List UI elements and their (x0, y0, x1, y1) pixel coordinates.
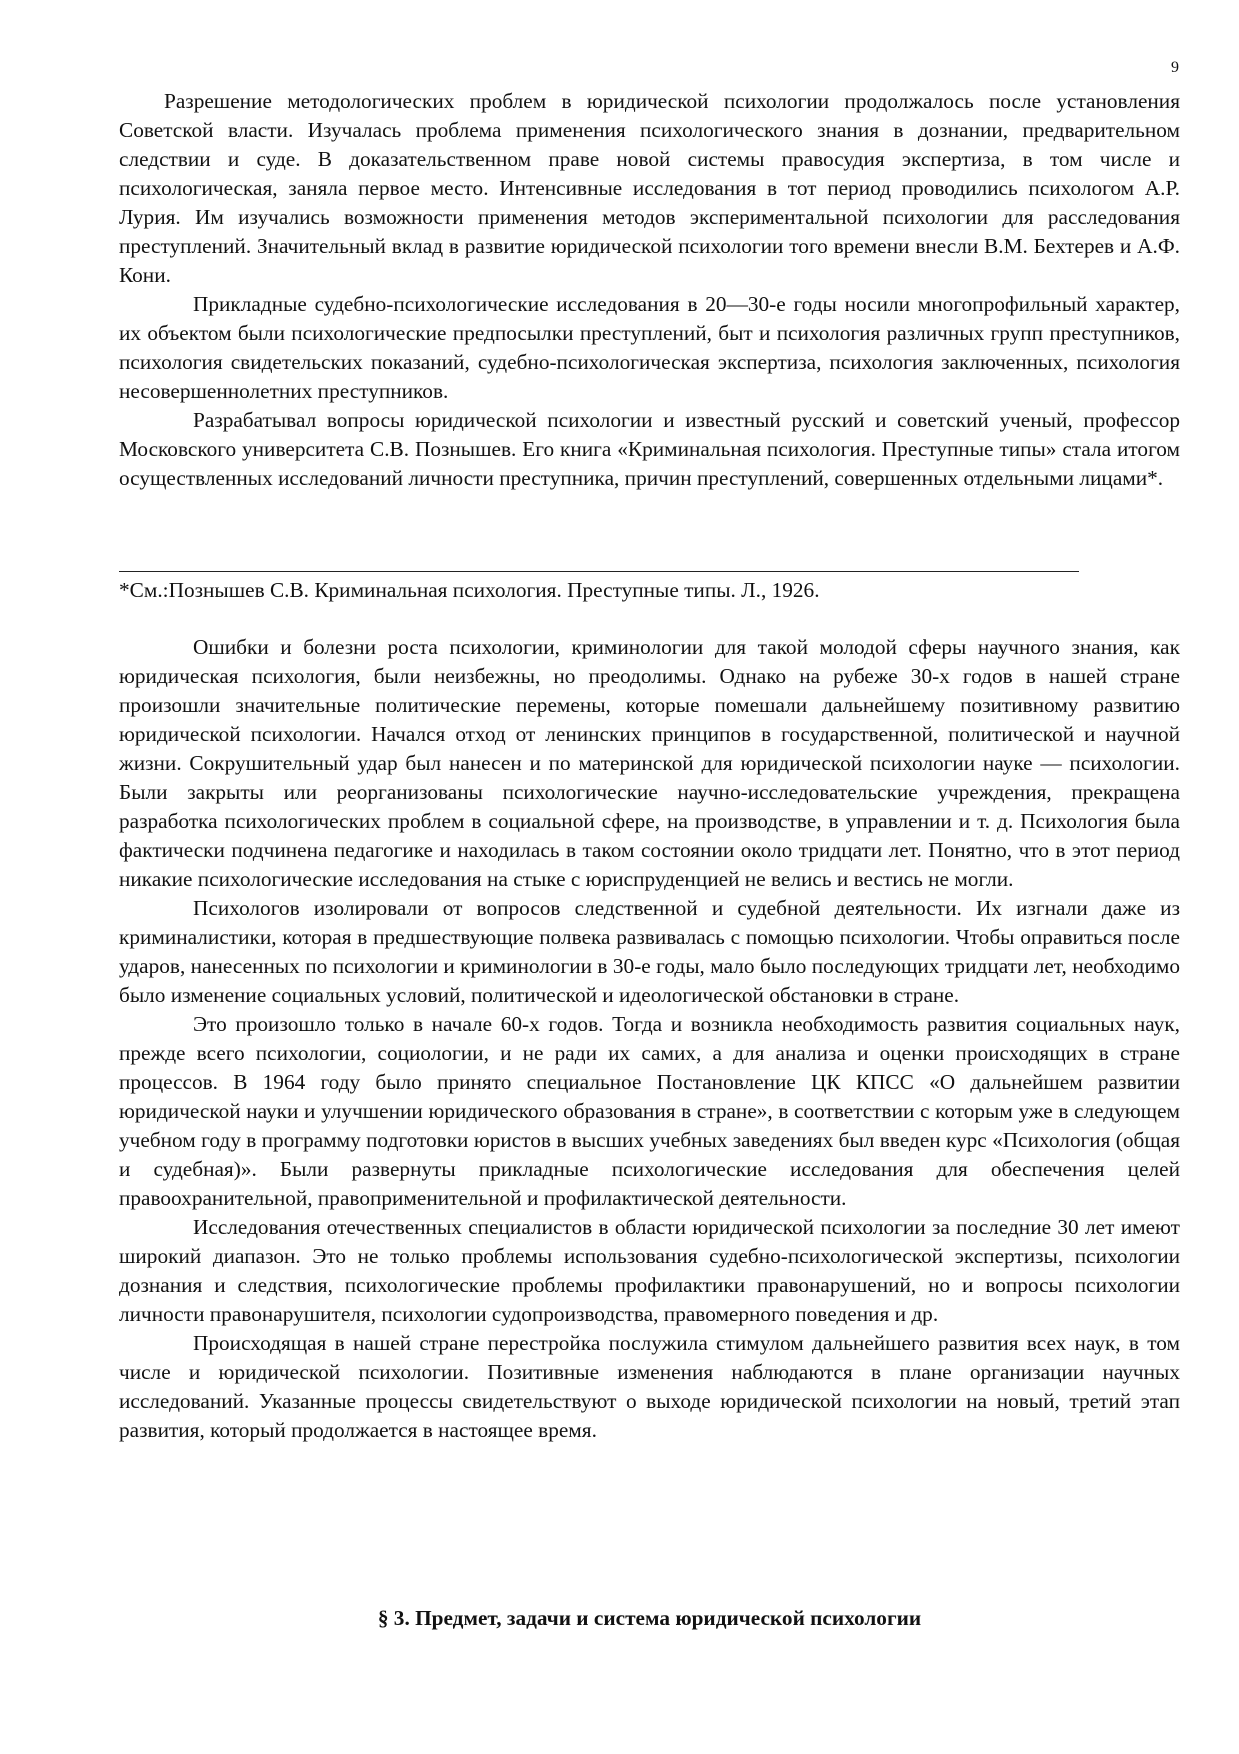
footnote: *См.:Познышев С.В. Криминальная психология. Преступные типы. Л., 1926. (119, 578, 820, 602)
section-heading: § 3. Предмет, задачи и система юридической психологии (377, 1606, 922, 1630)
paragraph: Психологов изолировали от вопросов следственной и судебной деятельности. Их изгнали даже из криминалистики, которая в предшествующие полвека развивалась с помощью психологии. Чтобы оправиться после ударов, нанесенных по психологии и криминологии в 30-е годы, мало было последующих тридцати лет, необходимо было изменение социальных условий, политической и идеологической обстановки в стране. (119, 896, 1180, 1007)
paragraph: Происходящая в нашей стране перестройка послужила стимулом дальнейшего развития всех наук, в том числе и юридической психологии. Позитивные изменения наблюдаются в плане организации научных исследований. Указанные процессы свидетельствуют о выходе юридической психологии на новый, третий этап развития, который продолжается в настоящее время. (119, 1331, 1180, 1442)
page-number: 9 (1171, 59, 1179, 76)
body-text-main (119, 633, 1180, 1445)
paragraph: Ошибки и болезни роста психологии, криминологии для такой молодой сферы научного знания, как юридическая психология, были неизбежны, но преодолимы. Однако на рубеже 30-х годов в нашей стране произошли значительные политические перемены, которые помешали дальнейшему позитивному развитию юридической психологии. Начался отход от ленинских принципов в государственной, политической и научной жизни. Сокрушительный удар был нанесен и по материнской для юридической психологии науке — психологии. Были закрыты или реорганизованы психологические научно-исследовательские учреждения, прекращена разработка психологических проблем в социальной сфере, на производстве, в управлении и т. д. Психология была фактически подчинена педагогике и находилась в таком состоянии около тридцати лет. Понятно, что в этот период никакие психологические исследования на стыке с юриспруденцией не велись и вестись не могли. (119, 635, 1180, 891)
footnote-separator (119, 571, 1079, 572)
paragraph: Разрешение методологических проблем в юридической психологии продолжалось после установления Советской власти. Изучалась проблема применения психологического знания в дознании, предварительном следствии и суде. В доказательственном праве новой системы правосудия экспертиза, в том числе и психологическая, заняла первое место. Интенсивные исследования в тот период проводились психологом А.Р. Лурия. Им изучались возможности применения методов экспериментальной психологии для расследования преступлений. Значительный вклад в развитие юридической психологии того времени внесли В.М. Бехтерев и А.Ф. Кони. (119, 89, 1180, 287)
paragraph: Исследования отечественных специалистов в области юридической психологии за последние 30 лет имеют широкий диапазон. Это не только проблемы использования судебно-психологической экспертизы, психологии дознания и следствия, психологические проблемы профилактики правонарушений, но и вопросы психологии личности правонарушителя, психологии судопроизводства, правомерного поведения и др. (119, 1215, 1180, 1326)
paragraph: Это произошло только в начале 60-х годов. Тогда и возникла необходимость развития социальных наук, прежде всего психологии, социологии, и не ради их самих, а для анализа и оценки происходящих в стране процессов. В 1964 году было принято специальное Постановление ЦК КПСС «О дальнейшем развитии юридической науки и улучшении юридического образования в стране», в соответствии с которым уже в следующем учебном году в программу подготовки юристов в высших учебных заведениях был введен курс «Психология (общая и судебная)». Были развернуты прикладные психологические исследования для обеспечения целей правоохранительной, правоприменительной и профилактической деятельности. (119, 1012, 1180, 1210)
paragraph: Разрабатывал вопросы юридической психологии и известный русский и советский ученый, профессор Московского университета С.В. Познышев. Его книга «Криминальная психология. Преступные типы» стала итогом осуществленных исследований личности преступника, причин преступлений, совершенных отдельными лицами*. (119, 408, 1180, 490)
body-text-top (119, 87, 1180, 493)
paragraph: Прикладные судебно-психологические исследования в 20—30-е годы носили многопрофильный характер, их объектом были психологические предпосылки преступлений, быт и психология различных групп преступников, психология свидетельских показаний, судебно-психологическая экспертиза, психология заключенных, психология несовершеннолетних преступников. (119, 292, 1180, 403)
